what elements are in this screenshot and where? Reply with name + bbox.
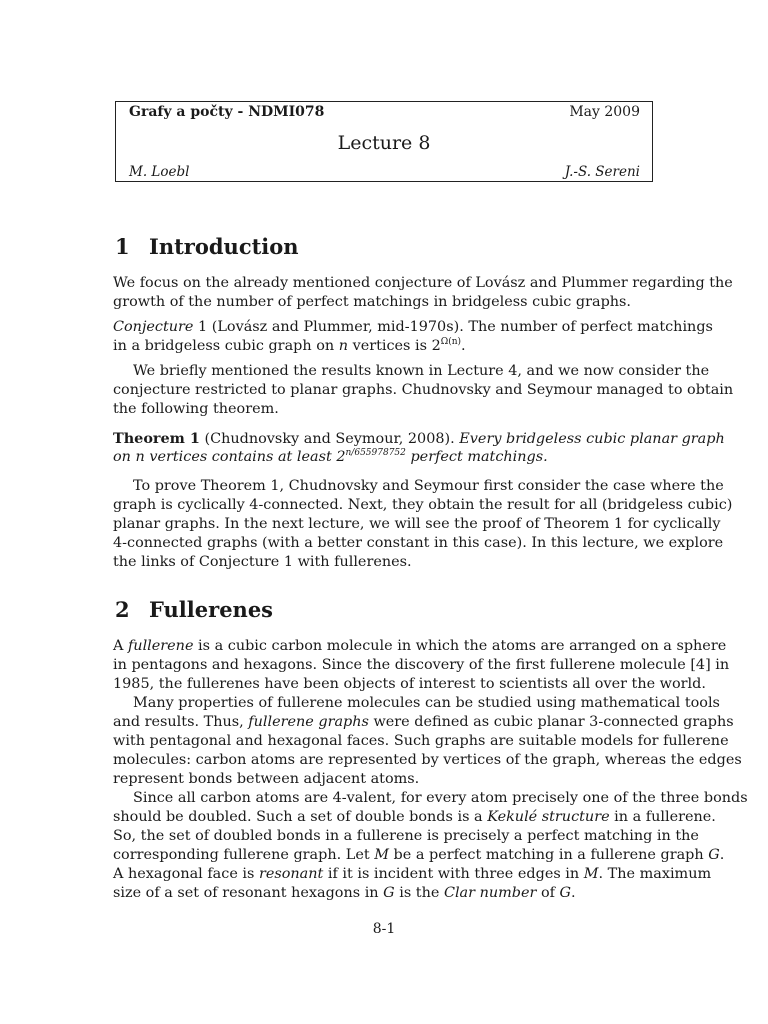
paragraph-line: To prove Theorem 1, Chudnovsky and Seymour first consider the case where the	[133, 478, 724, 494]
theorem-line: Theorem 1 (Chudnovsky and Seymour, 2008). Every bridgeless cubic planar graph	[113, 430, 725, 447]
course-title: Grafy a počty - NDMI078	[129, 104, 325, 120]
defined-term: resonant	[258, 866, 324, 882]
paragraph-line: and results. Thus, fullerene graphs were defined as cubic planar 3-connected graphs	[113, 714, 734, 730]
lecture-title: Lecture 8	[337, 132, 431, 154]
paragraph-line: Since all carbon atoms are 4-valent, for every atom precisely one of the three bonds	[133, 790, 748, 806]
section-title: Fullerenes	[149, 597, 274, 622]
paragraph-line: conjecture restricted to planar graphs. Chudnovsky and Seymour managed to obtain	[113, 382, 734, 398]
paragraph-line: the links of Conjecture 1 with fullerenes.	[113, 554, 412, 570]
conjecture-line: in a bridgeless cubic graph on n vertices is $2^{\Omega(n)}$.	[113, 337, 466, 354]
conjecture-label: Conjecture	[113, 319, 194, 335]
paragraph-line: Many properties of fullerene molecules can be studied using mathematical tools	[133, 695, 720, 711]
section-heading-fullerenes	[115, 597, 273, 622]
conjecture-line: Conjecture 1 (Lovász and Plummer, mid-1970s). The number of perfect matchings	[113, 319, 713, 335]
lecture-date: May 2009	[569, 104, 640, 120]
defined-term: Clar number	[443, 885, 537, 901]
paragraph-line: We focus on the already mentioned conjecture of Lovász and Plummer regarding the	[113, 275, 733, 291]
paragraph-line: molecules: carbon atoms are represented by vertices of the graph, whereas the edges	[113, 752, 742, 768]
paragraph-line: A fullerene is a cubic carbon molecule in which the atoms are arranged on a sphere	[113, 638, 727, 654]
paragraph-line: We briefly mentioned the results known in Lecture 4, and we now consider the	[133, 363, 710, 379]
section-number: 1	[115, 234, 130, 259]
page-number: 8-1	[372, 921, 396, 937]
lecturer-name: M. Loebl	[129, 164, 190, 180]
exponent: Ω(n)	[440, 337, 462, 347]
paragraph-line: represent bonds between adjacent atoms.	[113, 771, 420, 787]
paragraph-line: graph is cyclically 4-connected. Next, they obtain the result for all (bridgeless cubic)	[113, 497, 733, 513]
section-title: Introduction	[149, 234, 299, 259]
paragraph-line: should be doubled. Such a set of double bonds is a Kekulé structure in a fullerene.	[113, 809, 716, 825]
paragraph-line: corresponding fullerene graph. Let M be a perfect matching in a fullerene graph G.	[113, 847, 725, 863]
defined-term: fullerene graphs	[248, 714, 369, 730]
scribe-name: J.-S. Sereni	[564, 164, 640, 180]
paragraph-line: growth of the number of perfect matchings in bridgeless cubic graphs.	[113, 294, 632, 310]
defined-term: Kekulé structure	[487, 809, 610, 825]
paragraph-line: planar graphs. In the next lecture, we will see the proof of Theorem 1 for cyclically	[113, 516, 721, 532]
lecture-header-box	[115, 101, 653, 182]
paragraph-line: with pentagonal and hexagonal faces. Such graphs are suitable models for fullerene	[113, 733, 729, 749]
paragraph-line: A hexagonal face is resonant if it is incident with three edges in M. The maximum	[113, 866, 712, 882]
paragraph-line: in pentagons and hexagons. Since the discovery of the first fullerene molecule [4] in	[113, 657, 730, 673]
paragraph-line: So, the set of doubled bonds in a fullerene is precisely a perfect matching in the	[113, 828, 699, 844]
theorem-line: on n vertices contains at least $2^{n/655978752}$ perfect matchings.	[113, 448, 548, 465]
section-number: 2	[115, 597, 130, 622]
paragraph-line: size of a set of resonant hexagons in G is the Clar number of G.	[113, 885, 576, 901]
paragraph-line: the following theorem.	[113, 401, 279, 417]
section-heading-introduction	[115, 234, 299, 259]
exponent: n/655978752	[345, 448, 406, 458]
paragraph-line: 1985, the fullerenes have been objects of interest to scientists all over the world.	[113, 676, 706, 692]
paragraph-line: 4-connected graphs (with a better constant in this case). In this lecture, we explore	[113, 535, 724, 551]
defined-term: fullerene	[127, 638, 194, 654]
theorem-label: Theorem 1	[113, 430, 200, 447]
